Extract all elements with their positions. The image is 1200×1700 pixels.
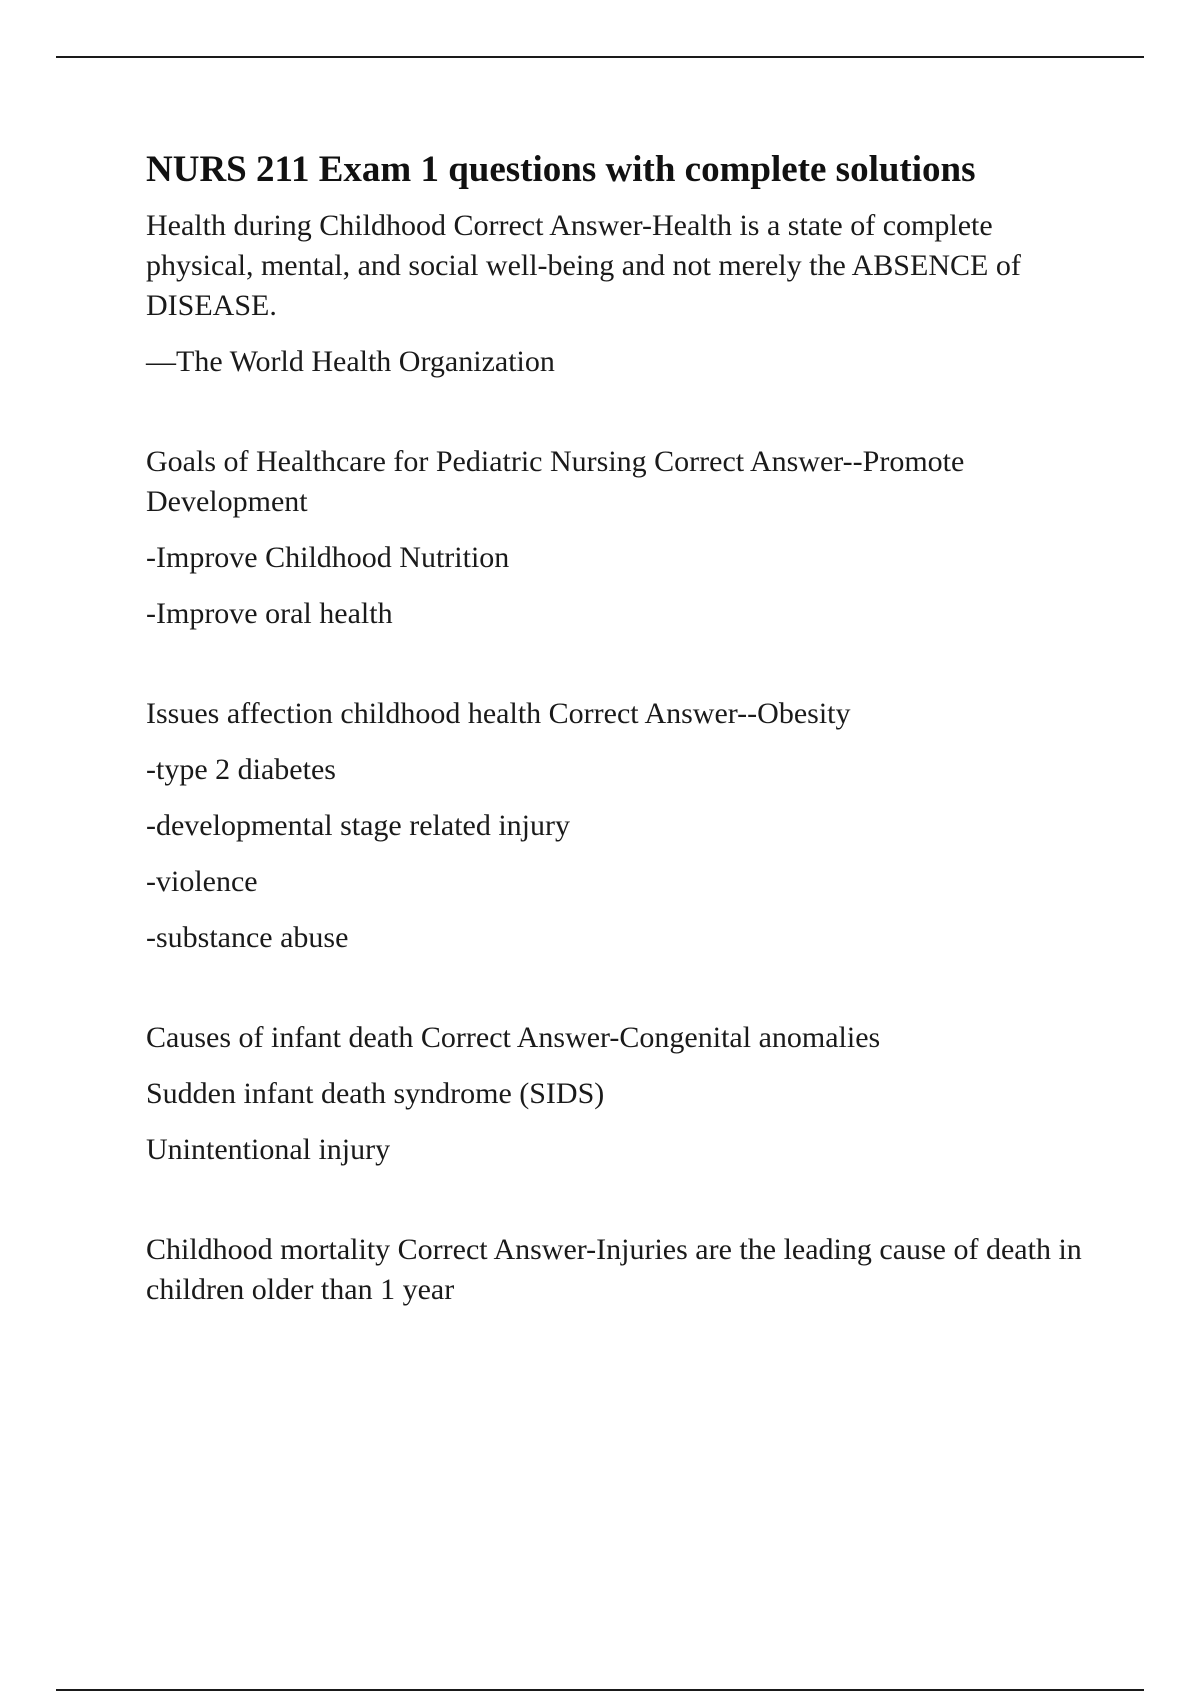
bottom-divider-line xyxy=(56,1689,1144,1691)
qa-block-causes-infant-death xyxy=(146,1018,1106,1170)
qa-line: Goals of Healthcare for Pediatric Nursing Correct Answer--Promote Development xyxy=(146,445,965,518)
document-title: NURS 211 Exam 1 questions with complete solutions xyxy=(146,149,976,190)
qa-block-health-during-childhood xyxy=(146,206,1106,382)
qa-line: —The World Health Organization xyxy=(146,345,555,378)
qa-line: Unintentional injury xyxy=(146,1133,391,1166)
qa-line: Causes of infant death Correct Answer-Congenital anomalies xyxy=(146,1021,881,1054)
qa-line: -Improve oral health xyxy=(146,597,393,630)
qa-line: Issues affection childhood health Correct Answer--Obesity xyxy=(146,697,851,730)
qa-line: -Improve Childhood Nutrition xyxy=(146,541,510,574)
qa-line: Sudden infant death syndrome (SIDS) xyxy=(146,1077,605,1110)
qa-line: Childhood mortality Correct Answer-Injuries are the leading cause of death in children older than 1 year xyxy=(146,1233,1082,1306)
qa-line: -violence xyxy=(146,865,258,898)
qa-block-goals-of-healthcare xyxy=(146,442,1106,634)
top-divider-line xyxy=(56,56,1144,58)
document-page xyxy=(146,140,1106,1326)
qa-line: -type 2 diabetes xyxy=(146,753,336,786)
qa-block-childhood-mortality xyxy=(146,1230,1106,1310)
qa-block-issues-childhood-health xyxy=(146,694,1106,958)
qa-line: Health during Childhood Correct Answer-Health is a state of complete physical, mental, and social well-being and not merely the ABSENCE of DISEASE. xyxy=(146,209,1021,322)
qa-line: -substance abuse xyxy=(146,921,349,954)
qa-line: -developmental stage related injury xyxy=(146,809,570,842)
